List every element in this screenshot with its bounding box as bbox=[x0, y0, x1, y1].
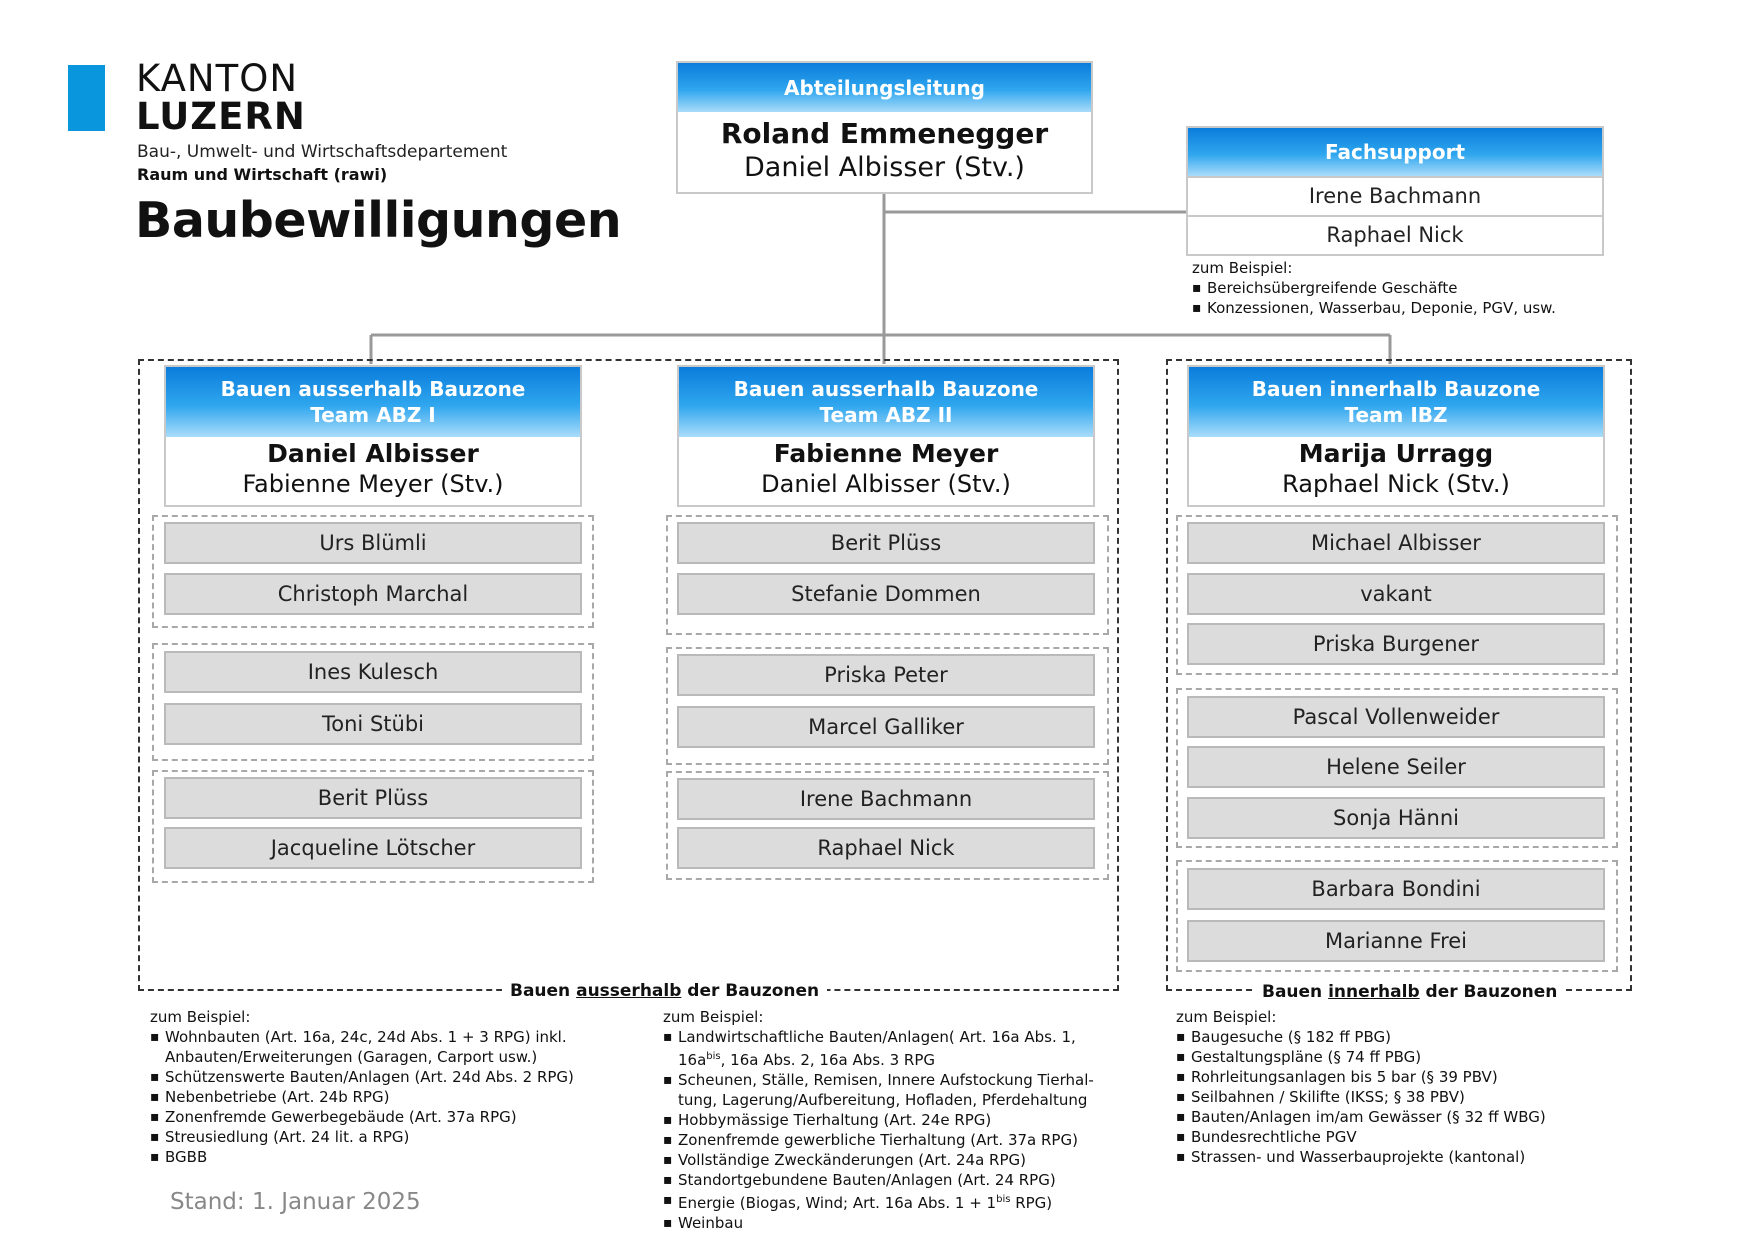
example-item: ▪ Wohnbauten (Art. 16a, 24c, 24d Abs. 1 + 3 RPG) inkl. Anbauten/Erweiterungen (Garagen, Carport usw.) bbox=[150, 1027, 590, 1067]
example-item: ▪ Gestaltungspläne (§ 74 ff PBG) bbox=[1176, 1047, 1616, 1067]
leadership-card bbox=[676, 61, 1093, 194]
examples-intro: zum Beispiel: bbox=[663, 1008, 764, 1026]
example-item: ▪ Rohrleitungsanlagen bis 5 bar (§ 39 PBV) bbox=[1176, 1067, 1616, 1087]
division-name: Raum und Wirtschaft (rawi) bbox=[137, 165, 388, 184]
team-member: Barbara Bondini bbox=[1187, 868, 1605, 910]
leadership-deputy: Daniel Albisser (Stv.) bbox=[744, 152, 1025, 183]
fachsupport-header bbox=[1188, 128, 1602, 176]
team-member: Raphael Nick bbox=[677, 827, 1095, 869]
team-member: Berit Plüss bbox=[164, 777, 582, 819]
example-item: ▪ Strassen- und Wasserbauprojekte (kantonal) bbox=[1176, 1147, 1616, 1167]
team-member: Toni Stübi bbox=[164, 703, 582, 745]
team-lead: Daniel Albisser bbox=[267, 439, 479, 468]
team-card-ibz bbox=[1187, 365, 1605, 507]
example-item: ▪ Seilbahnen / Skilifte (IKSS; § 38 PBV) bbox=[1176, 1087, 1616, 1107]
examples-col3 bbox=[1176, 1007, 1616, 1167]
example-item: ▪ Landwirtschaftliche Bauten/Anlagen( Art. 16a Abs. 1, $16a^{bis}$, 16a Abs. 2, 16a Abs. 3 RPG bbox=[663, 1027, 1123, 1070]
leadership-label: Abteilungsleitung bbox=[784, 75, 985, 100]
fachsupport-notes bbox=[1192, 258, 1612, 318]
team-member: Helene Seiler bbox=[1187, 746, 1605, 788]
stand-date: Stand: 1. Januar 2025 bbox=[170, 1189, 421, 1215]
team-member: Priska Burgener bbox=[1187, 623, 1605, 665]
team-member: Ines Kulesch bbox=[164, 651, 582, 693]
team-header: Bauen ausserhalb Bauzone Team ABZ I bbox=[166, 367, 580, 437]
examples-intro: zum Beispiel: bbox=[150, 1008, 251, 1026]
example-item: ▪ Standortgebundene Bauten/Anlagen (Art. 24 RPG) bbox=[663, 1170, 1123, 1190]
zone-inside-emph: innerhalb bbox=[1328, 982, 1420, 1002]
example-item: ▪ Baugesuche (§ 182 ff PBG) bbox=[1176, 1027, 1616, 1047]
team-member: Stefanie Dommen bbox=[677, 573, 1095, 615]
fachsupport-note-item: ▪ Bereichsübergreifende Geschäfte bbox=[1192, 278, 1612, 298]
example-item: ▪ Hobbymässige Tierhaltung (Art. 24e RPG) bbox=[663, 1110, 1123, 1130]
leadership-header bbox=[678, 63, 1091, 112]
page-title: Baubewilligungen bbox=[135, 192, 622, 249]
fachsupport-note-item: ▪ Konzessionen, Wasserbau, Deponie, PGV, usw. bbox=[1192, 298, 1612, 318]
example-item: ▪ Bundesrechtliche PGV bbox=[1176, 1127, 1616, 1147]
team-member: Marcel Galliker bbox=[677, 706, 1095, 748]
team-member: Irene Bachmann bbox=[677, 778, 1095, 820]
team-member: Marianne Frei bbox=[1187, 920, 1605, 962]
department-name: Bau-, Umwelt- und Wirtschaftsdepartement bbox=[137, 142, 508, 162]
fachsupport-member: Irene Bachmann bbox=[1188, 176, 1602, 215]
logo-luzern: LUZERN bbox=[136, 95, 306, 138]
team-lead: Fabienne Meyer bbox=[773, 439, 999, 468]
team-deputy: Daniel Albisser (Stv.) bbox=[761, 470, 1011, 498]
example-item: ▪ Scheunen, Ställe, Remisen, Innere Aufstockung Tierhal-tung, Lagerung/Aufbereitung, Hofladen, Pferdehaltung bbox=[663, 1070, 1123, 1110]
team-lead: Marija Urragg bbox=[1298, 439, 1494, 468]
example-item: ▪ Schützenswerte Bauten/Anlagen (Art. 24d Abs. 2 RPG) bbox=[150, 1067, 590, 1087]
team-header: Bauen ausserhalb Bauzone Team ABZ II bbox=[679, 367, 1093, 437]
team-member: Sonja Hänni bbox=[1187, 797, 1605, 839]
team-deputy: Fabienne Meyer (Stv.) bbox=[242, 470, 504, 498]
zone-outside-label: Bauen ausserhalb der Bauzonen bbox=[502, 981, 827, 1001]
fachsupport-member: Raphael Nick bbox=[1188, 215, 1602, 254]
team-member: Priska Peter bbox=[677, 654, 1095, 696]
team-card-abz2 bbox=[677, 365, 1095, 507]
examples-intro: zum Beispiel: bbox=[1176, 1008, 1277, 1026]
example-item: ▪ Streusiedlung (Art. 24 lit. a RPG) bbox=[150, 1127, 590, 1147]
team-member: Jacqueline Lötscher bbox=[164, 827, 582, 869]
example-item: ▪ Energie (Biogas, Wind; Art. 16a Abs. $1 + 1^{bis}$ RPG) bbox=[663, 1190, 1123, 1213]
team-member: Michael Albisser bbox=[1187, 522, 1605, 564]
example-item: ▪ Vollständige Zweckänderungen (Art. 24a RPG) bbox=[663, 1150, 1123, 1170]
zone-inside-label: Bauen innerhalb der Bauzonen bbox=[1254, 982, 1565, 1002]
fachsupport-card bbox=[1186, 126, 1604, 256]
team-card-abz1 bbox=[164, 365, 582, 507]
team-header: Bauen innerhalb Bauzone Team IBZ bbox=[1189, 367, 1603, 437]
team-deputy: Raphael Nick (Stv.) bbox=[1282, 470, 1510, 498]
examples-col1 bbox=[150, 1007, 590, 1167]
zone-outside-emph: ausserhalb bbox=[576, 981, 682, 1001]
example-item: ▪ Zonenfremde gewerbliche Tierhaltung (Art. 37a RPG) bbox=[663, 1130, 1123, 1150]
team-member: Urs Blümli bbox=[164, 522, 582, 564]
example-item: ▪ Nebenbetriebe (Art. 24b RPG) bbox=[150, 1087, 590, 1107]
fachsupport-label: Fachsupport bbox=[1324, 140, 1466, 164]
examples-col2 bbox=[663, 1007, 1123, 1233]
example-item: ▪ Bauten/Anlagen im/am Gewässer (§ 32 ff WBG) bbox=[1176, 1107, 1616, 1127]
example-item: ▪ BGBB bbox=[150, 1147, 590, 1167]
example-item: ▪ Zonenfremde Gewerbegebäude (Art. 37a RPG) bbox=[150, 1107, 590, 1127]
team-member: Christoph Marchal bbox=[164, 573, 582, 615]
team-member: Berit Plüss bbox=[677, 522, 1095, 564]
team-member: Pascal Vollenweider bbox=[1187, 696, 1605, 738]
leadership-name: Roland Emmenegger bbox=[720, 117, 1049, 150]
team-member: vakant bbox=[1187, 573, 1605, 615]
fachsupport-notes-intro: zum Beispiel: bbox=[1192, 259, 1293, 277]
example-item: ▪ Weinbau bbox=[663, 1213, 1123, 1233]
logo-kanton: KANTON bbox=[136, 57, 299, 100]
